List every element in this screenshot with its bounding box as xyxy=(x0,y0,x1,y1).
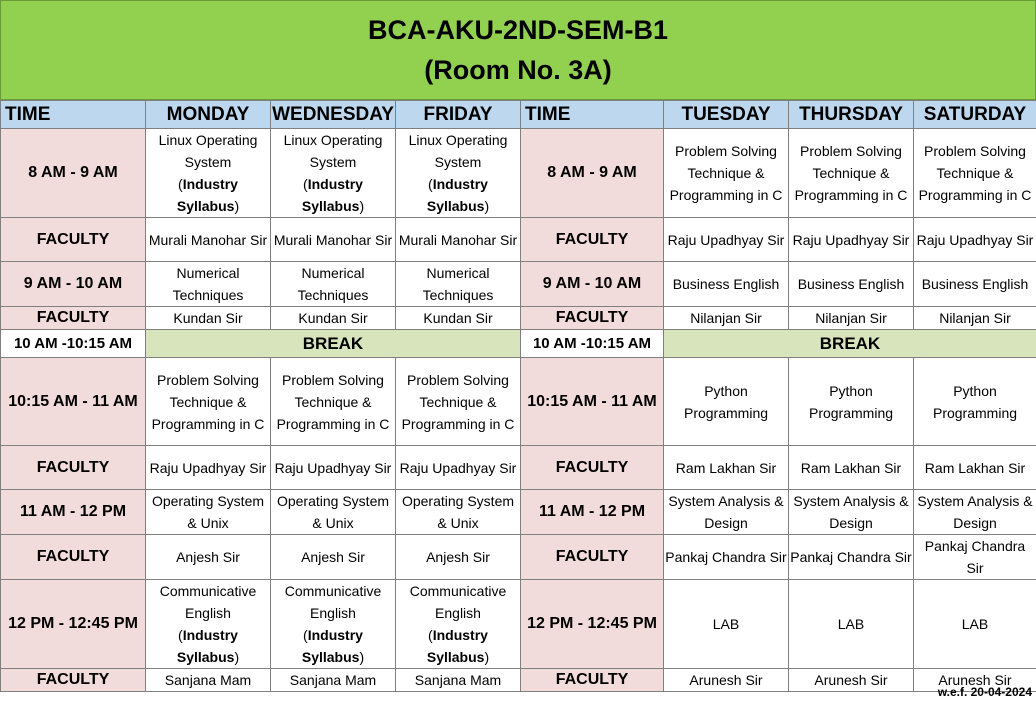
faculty-cell: Kundan Sir xyxy=(146,307,271,330)
slot-time-3-left: 10:15 AM - 11 AM xyxy=(1,358,146,446)
faculty-cell: Raju Upadhyay Sir xyxy=(664,218,789,262)
slot-time-2-left: 9 AM - 10 AM xyxy=(1,262,146,307)
subject-name: Communicative English xyxy=(159,583,257,621)
slot-time-5-right: 12 PM - 12:45 PM xyxy=(521,580,664,669)
faculty-label: FACULTY xyxy=(521,446,664,490)
time-header-left: TIME xyxy=(1,101,146,129)
day-header-thursday: THURSDAY xyxy=(789,101,914,129)
day-header-monday: MONDAY xyxy=(146,101,271,129)
room-label: (Room No. 3A) xyxy=(424,55,612,85)
subject-cell: LAB xyxy=(914,580,1036,669)
industry-note-close: ) xyxy=(234,198,240,214)
slot-row-3 xyxy=(1,358,1036,446)
industry-note-open: ( xyxy=(303,176,308,192)
header-row xyxy=(1,101,1036,129)
subject-cell: Numerical Techniques xyxy=(146,262,271,307)
faculty-label: FACULTY xyxy=(521,535,664,580)
subject-cell: System Analysis & Design xyxy=(789,490,914,535)
subject-cell: Operating System & Unix xyxy=(146,490,271,535)
faculty-cell: Ram Lakhan Sir xyxy=(789,446,914,490)
break-band-right: BREAK xyxy=(664,330,1036,358)
faculty-row-4 xyxy=(1,535,1036,580)
subject-cell: Operating System & Unix xyxy=(271,490,396,535)
title-band xyxy=(0,0,1036,100)
break-band-left: BREAK xyxy=(146,330,521,358)
faculty-cell: Raju Upadhyay Sir xyxy=(914,218,1036,262)
subject-name: Linux Operating System xyxy=(283,132,383,170)
industry-note-close: ) xyxy=(359,198,365,214)
subject-cell: Problem Solving Technique & Programming in C xyxy=(664,129,789,218)
industry-note: Industry Syllabus xyxy=(301,176,363,214)
faculty-row-5 xyxy=(1,669,1036,692)
subject-cell: Business English xyxy=(664,262,789,307)
industry-note-open: ( xyxy=(178,627,183,643)
industry-note-close: ) xyxy=(484,649,490,665)
slot-time-4-left: 11 AM - 12 PM xyxy=(1,490,146,535)
subject-cell xyxy=(146,580,271,669)
slot-time-5-left: 12 PM - 12:45 PM xyxy=(1,580,146,669)
faculty-cell: Raju Upadhyay Sir xyxy=(789,218,914,262)
effective-date: w.e.f. 20-04-2024 xyxy=(937,685,1032,699)
subject-name: Communicative English xyxy=(284,583,382,621)
industry-note: Industry Syllabus xyxy=(426,176,488,214)
faculty-cell: Nilanjan Sir xyxy=(914,307,1036,330)
industry-note: Industry Syllabus xyxy=(176,176,238,214)
subject-cell: Python Programming xyxy=(664,358,789,446)
industry-note-close: ) xyxy=(484,198,490,214)
subject-cell: Numerical Techniques xyxy=(396,262,521,307)
slot-row-1 xyxy=(1,129,1036,218)
break-row xyxy=(1,330,1036,358)
industry-note: Industry Syllabus xyxy=(426,627,488,665)
subject-cell xyxy=(271,129,396,218)
timetable-grid xyxy=(0,100,1036,692)
faculty-label: FACULTY xyxy=(1,446,146,490)
subject-name: Linux Operating System xyxy=(408,132,508,170)
subject-cell: Business English xyxy=(789,262,914,307)
faculty-cell: Arunesh Sir xyxy=(789,669,914,692)
industry-note-open: ( xyxy=(178,176,183,192)
subject-cell: LAB xyxy=(789,580,914,669)
subject-cell: Operating System & Unix xyxy=(396,490,521,535)
break-time-left: 10 AM -10:15 AM xyxy=(1,330,146,358)
industry-note-open: ( xyxy=(428,176,433,192)
subject-cell: Python Programming xyxy=(914,358,1036,446)
faculty-cell: Murali Manohar Sir xyxy=(396,218,521,262)
day-header-tuesday: TUESDAY xyxy=(664,101,789,129)
subject-cell: Numerical Techniques xyxy=(271,262,396,307)
faculty-cell: Arunesh Sir xyxy=(664,669,789,692)
faculty-cell: Nilanjan Sir xyxy=(789,307,914,330)
faculty-cell: Arunesh Sir xyxy=(914,669,1036,692)
slot-time-4-right: 11 AM - 12 PM xyxy=(521,490,664,535)
faculty-cell: Sanjana Mam xyxy=(146,669,271,692)
faculty-cell: Raju Upadhyay Sir xyxy=(396,446,521,490)
slot-row-2 xyxy=(1,262,1036,307)
faculty-row-2 xyxy=(1,307,1036,330)
subject-cell: Python Programming xyxy=(789,358,914,446)
faculty-cell: Raju Upadhyay Sir xyxy=(146,446,271,490)
subject-name: Communicative English xyxy=(409,583,507,621)
subject-cell: System Analysis & Design xyxy=(914,490,1036,535)
slot-row-5 xyxy=(1,580,1036,669)
subject-cell: Problem Solving Technique & Programming in C xyxy=(271,358,396,446)
slot-time-3-right: 10:15 AM - 11 AM xyxy=(521,358,664,446)
faculty-cell: Sanjana Mam xyxy=(396,669,521,692)
faculty-cell: Anjesh Sir xyxy=(271,535,396,580)
subject-cell: System Analysis & Design xyxy=(664,490,789,535)
subject-cell: Problem Solving Technique & Programming in C xyxy=(914,129,1036,218)
day-header-wednesday: WEDNESDAY xyxy=(271,101,396,129)
faculty-label: FACULTY xyxy=(1,218,146,262)
slot-row-4 xyxy=(1,490,1036,535)
faculty-row-3 xyxy=(1,446,1036,490)
slot-time-1-right: 8 AM - 9 AM xyxy=(521,129,664,218)
faculty-label: FACULTY xyxy=(521,218,664,262)
faculty-cell: Murali Manohar Sir xyxy=(146,218,271,262)
faculty-cell: Pankaj Chandra Sir xyxy=(914,535,1036,580)
subject-name: Linux Operating System xyxy=(158,132,258,170)
slot-time-1-left: 8 AM - 9 AM xyxy=(1,129,146,218)
day-header-friday: FRIDAY xyxy=(396,101,521,129)
subject-cell xyxy=(146,129,271,218)
faculty-row-1 xyxy=(1,218,1036,262)
industry-note-open: ( xyxy=(303,627,308,643)
faculty-label: FACULTY xyxy=(521,307,664,330)
time-header-right: TIME xyxy=(521,101,664,129)
subject-cell: Business English xyxy=(914,262,1036,307)
subject-cell xyxy=(271,580,396,669)
subject-cell: Problem Solving Technique & Programming in C xyxy=(146,358,271,446)
faculty-cell: Sanjana Mam xyxy=(271,669,396,692)
subject-cell xyxy=(396,129,521,218)
subject-cell: LAB xyxy=(664,580,789,669)
faculty-cell: Murali Manohar Sir xyxy=(271,218,396,262)
subject-cell: Problem Solving Technique & Programming in C xyxy=(789,129,914,218)
faculty-cell: Pankaj Chandra Sir xyxy=(789,535,914,580)
timetable-title: BCA-AKU-2ND-SEM-B1 xyxy=(368,15,668,45)
day-header-saturday: SATURDAY xyxy=(914,101,1036,129)
faculty-label: FACULTY xyxy=(1,307,146,330)
faculty-cell: Raju Upadhyay Sir xyxy=(271,446,396,490)
faculty-label: FACULTY xyxy=(521,669,664,692)
industry-note-close: ) xyxy=(359,649,365,665)
subject-cell: Problem Solving Technique & Programming in C xyxy=(396,358,521,446)
faculty-cell: Anjesh Sir xyxy=(396,535,521,580)
faculty-label: FACULTY xyxy=(1,535,146,580)
industry-note: Industry Syllabus xyxy=(301,627,363,665)
industry-note-close: ) xyxy=(234,649,240,665)
faculty-cell: Pankaj Chandra Sir xyxy=(664,535,789,580)
faculty-cell: Ram Lakhan Sir xyxy=(664,446,789,490)
faculty-cell: Kundan Sir xyxy=(271,307,396,330)
faculty-cell: Kundan Sir xyxy=(396,307,521,330)
faculty-cell: Nilanjan Sir xyxy=(664,307,789,330)
industry-note-open: ( xyxy=(428,627,433,643)
faculty-cell: Anjesh Sir xyxy=(146,535,271,580)
industry-note: Industry Syllabus xyxy=(176,627,238,665)
subject-cell xyxy=(396,580,521,669)
slot-time-2-right: 9 AM - 10 AM xyxy=(521,262,664,307)
faculty-cell: Ram Lakhan Sir xyxy=(914,446,1036,490)
break-time-right: 10 AM -10:15 AM xyxy=(521,330,664,358)
faculty-label: FACULTY xyxy=(1,669,146,692)
